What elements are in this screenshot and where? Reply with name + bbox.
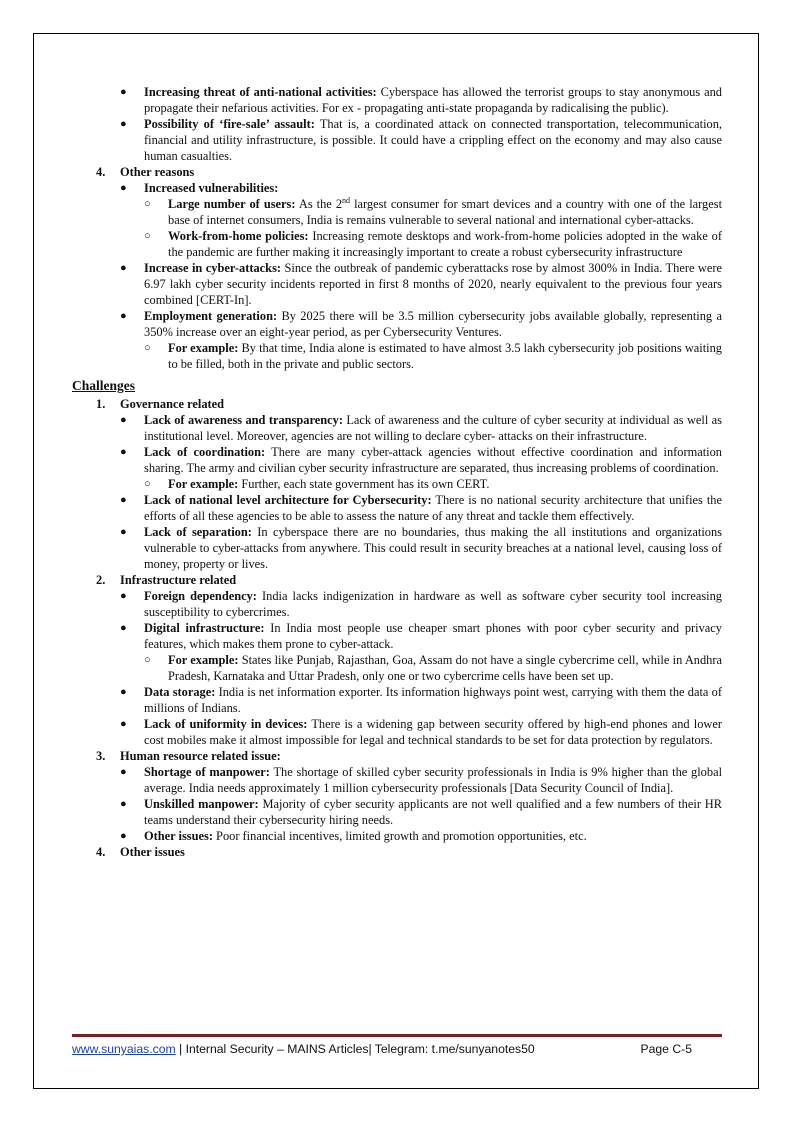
sub-bullet-icon: ○ <box>144 342 151 354</box>
bullet-icon: ● <box>120 526 127 538</box>
list-item: ● Possibility of ‘fire-sale’ assault: That is, a coordinated attack on connected transportation, telecommunication, financial and utility infrastructure, is possible. It could have a crippling effect on the economy and may also cause human casualties. <box>120 117 722 163</box>
website-link[interactable]: www.sunyaias.com <box>72 1042 176 1056</box>
challenges-heading: Challenges <box>72 378 136 393</box>
list-item: ● Increasing threat of anti-national activities: Cyberspace has allowed the terrorist groups to stay anonymous and propagate their nefarious activities. For ex - propagating anti-state propaganda by radicalising the public). <box>120 85 722 115</box>
list-item: ● Employment generation: By 2025 there will be 3.5 million cybersecurity jobs available globally, representing a 350% increase over an eight-year period, as per Cybersecurity Ventures. <box>120 309 723 339</box>
section-heading: 4. Other reasons <box>96 165 195 179</box>
page-footer <box>72 1042 722 1056</box>
list-item: ● Lack of national level architecture for Cybersecurity: There is no national security architecture that unifies the efforts of all these agencies to be able to assess the nature of any threat and tackle them effectively. <box>120 493 723 523</box>
sub-list-item: ○ For example: States like Punjab, Rajasthan, Goa, Assam do not have a single cybercrime cell, while in Andhra Pradesh, Karnataka and Uttar Pradesh, only one or two cybercrime cells have been set up. <box>144 653 722 683</box>
bullet-icon: ● <box>120 310 127 322</box>
bullet-icon: ● <box>120 446 127 458</box>
section-heading: 2. Infrastructure related <box>96 573 237 587</box>
list-item: ● Lack of coordination: There are many cyber-attack agencies without effective coordination and information sharing. The army and civilian cyber security infrastructure are separated, thus increasing problems of coordination. <box>120 445 722 475</box>
sub-bullet-icon: ○ <box>144 230 151 242</box>
bullet-icon: ● <box>120 798 127 810</box>
document-body <box>72 84 722 860</box>
list-item: ● Increased vulnerabilities: <box>120 181 279 195</box>
sub-list-item: ○ Work-from-home policies: Increasing remote desktops and work-from-home policies adopted in the wake of the pandemic are further making it increasingly important to create a robust cybersecurity infrastructure <box>144 229 722 259</box>
bullet-icon: ● <box>120 262 127 274</box>
bullet-icon: ● <box>120 622 127 634</box>
bullet-icon: ● <box>120 414 127 426</box>
list-item: ● Data storage: India is net information exporter. Its information highways point west, carrying with them the data of millions of Indians. <box>120 685 722 715</box>
bullet-icon: ● <box>120 86 127 98</box>
bullet-icon: ● <box>120 686 127 698</box>
footer-text: | Internal Security – MAINS Articles| Telegram: t.me/sunyanotes50 <box>175 1042 535 1056</box>
bullet-icon: ● <box>120 118 127 130</box>
bullet-icon: ● <box>120 830 127 842</box>
list-item: ● Lack of uniformity in devices: There is a widening gap between security offered by high-end phones and lower cost mobiles make it almost impossible for legal and technical standards to be set for data protection by regulators. <box>120 717 722 747</box>
section-heading: 1. Governance related <box>96 397 225 411</box>
footer-divider <box>72 1034 722 1037</box>
list-item: ● Lack of awareness and transparency: Lack of awareness and the culture of cyber security at individual as well as institutional level. Moreover, agencies are not willing to declare cyber- attacks on their infrastructure. <box>120 413 722 443</box>
list-item: ● Unskilled manpower: Majority of cyber security applicants are not well qualified and a few numbers of their HR teams understand their cybersecurity hiring needs. <box>120 797 722 827</box>
sub-list-item: ○ For example: By that time, India alone is estimated to have almost 3.5 lakh cybersecurity job positions waiting to be filled, both in the private and public sectors. <box>144 341 722 371</box>
page-number: Page C-5 <box>640 1042 692 1056</box>
bullet-icon: ● <box>120 590 127 602</box>
bullet-icon: ● <box>120 494 127 506</box>
bullet-icon: ● <box>120 182 127 194</box>
sub-bullet-icon: ○ <box>144 654 151 666</box>
section-heading: 4. Other issues <box>96 845 185 859</box>
sub-list-item: ○ For example: Further, each state government has its own CERT. <box>144 477 490 491</box>
bullet-icon: ● <box>120 718 127 730</box>
list-item: ● Shortage of manpower: The shortage of skilled cyber security professionals in India is 9% higher than the global average. India needs approximately 1 million cybersecurity professionals [Data Security Council of India]. <box>120 765 723 795</box>
list-item: ● Foreign dependency: India lacks indigenization in hardware as well as software cyber security tool increasing susceptibility to cybercrimes. <box>120 589 722 619</box>
sub-list-item: ○ Large number of users: As the 2nd largest consumer for smart devices and a country with one of the largest base of internet consumers, India is remains vulnerable to several national and international cyber-attacks. <box>144 195 723 227</box>
section-heading: 3. Human resource related issue: <box>96 749 281 763</box>
sub-bullet-icon: ○ <box>144 478 151 490</box>
list-item: ● Increase in cyber-attacks: Since the outbreak of pandemic cyberattacks rose by almost 300% in India. There were 6.97 lakh cyber security incidents reported in first 8 months of 2020, nearly equivalent to the previous four years combined [CERT-In]. <box>120 261 722 307</box>
list-item: ● Lack of separation: In cyberspace there are no boundaries, thus making the all institutions and organizations vulnerable to cyber-attacks from anywhere. This could result in security breaches at a national level, causing loss of money, property or lives. <box>120 525 722 571</box>
list-item: ● Other issues: Poor financial incentives, limited growth and promotion opportunities, etc. <box>120 829 587 843</box>
list-item: ● Digital infrastructure: In India most people use cheaper smart phones with poor cyber security and privacy features, which makes them prone to cyber-attack. <box>120 621 722 651</box>
sub-bullet-icon: ○ <box>144 198 151 210</box>
bullet-icon: ● <box>120 766 127 778</box>
